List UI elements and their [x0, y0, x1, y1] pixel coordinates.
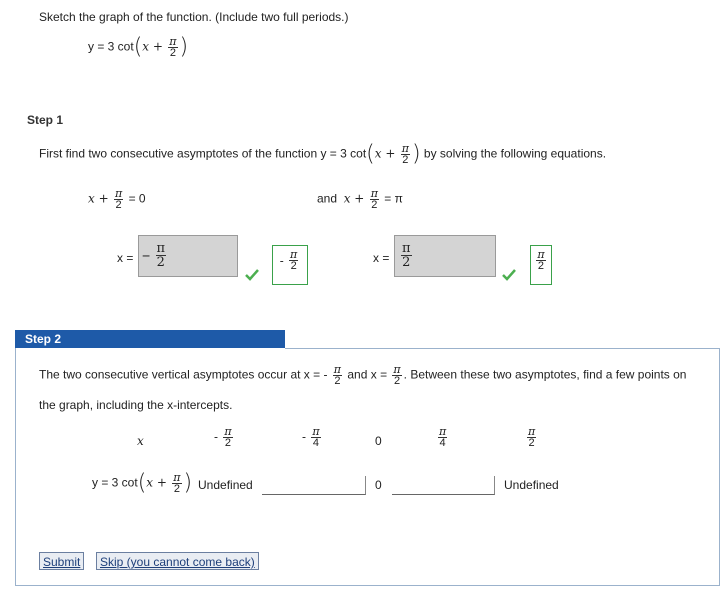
submit-button[interactable]: Submit — [39, 552, 84, 570]
step2-text-b: and x = — [347, 367, 388, 382]
x-value-sign: - — [214, 429, 218, 444]
function-lhs: y = 3 cot — [88, 39, 134, 54]
answer1-fraction: $\frac{\pi}{2}$ — [156, 241, 166, 270]
skip-button[interactable]: Skip (you cannot come back) — [96, 552, 259, 570]
eq1-lhs: x + — [88, 191, 109, 206]
step1-intro: First find two consecutive asymptotes of the function y = 3 cot(x + $\frac{\pi}{2}$ ) by solving the following equations. — [39, 141, 607, 167]
step2-pi-over-2: $\frac{\pi}{2}$ — [393, 363, 401, 387]
check-icon — [502, 269, 516, 281]
step1-pi-over-2: $\frac{\pi}{2}$ — [401, 142, 409, 166]
table-x-pi-over-2 — [525, 426, 538, 449]
step1-inner: x + — [374, 146, 396, 161]
check-icon — [245, 269, 259, 281]
pi-over-2-fraction: $\frac{\pi}{2}$ — [169, 35, 177, 59]
eq1-pi-over-2: $\frac{\pi}{2}$ — [114, 187, 123, 211]
x-value-sign: - — [302, 429, 306, 444]
table-y-input-pi-over-4[interactable] — [392, 476, 495, 495]
answer2-label: x = — [373, 251, 390, 265]
answer1-correct-box — [272, 245, 308, 285]
table-y-label: y = 3 cot(x + $\frac{\pi}{2}$ ) — [92, 470, 193, 496]
step2-heading: Step 2 — [15, 330, 285, 348]
y-label-text: y = 3 cot — [92, 475, 138, 490]
x-value-fraction: $\frac{\pi}{2}$ — [528, 425, 536, 449]
table-y-input-neg-pi-over-4[interactable] — [262, 476, 366, 495]
answer2-fraction: $\frac{\pi}{2}$ — [402, 241, 411, 270]
table-x-pi-over-4 — [436, 426, 449, 449]
equation-1 — [88, 188, 146, 211]
function-inner: x + — [142, 39, 163, 54]
answer1-correct-sign: - — [279, 253, 284, 268]
table-x-label: x — [137, 434, 144, 448]
eq1-rhs: = 0 — [128, 191, 146, 206]
y-label-inner: x + — [146, 475, 167, 490]
x-value-fraction: $\frac{\pi}{4}$ — [439, 425, 447, 449]
problem-instruction: Sketch the graph of the function. (Include two full periods.) — [39, 10, 349, 24]
answer2-correct-fraction: $\frac{\pi}{2}$ — [537, 248, 545, 272]
answer1-sign: − — [142, 247, 151, 264]
step2-text-a: The two consecutive vertical asymptotes occur at x = - — [39, 367, 328, 382]
step2-text — [39, 364, 686, 387]
y-label-pi-over-2: $\frac{\pi}{2}$ — [173, 471, 181, 495]
answer1-correct-fraction: $\frac{\pi}{2}$ — [290, 248, 298, 272]
table-x-neg-pi-over-4 — [302, 426, 323, 449]
problem-function: y = 3 cot(x + $\frac{\pi}{2}$ ) — [88, 34, 189, 60]
and-label: and — [317, 191, 338, 206]
step2-text-c: . Between these two asymptotes, find a few points on — [403, 367, 687, 382]
answer2-field[interactable] — [394, 235, 496, 277]
table-y-zero: 0 — [375, 478, 382, 492]
eq2-pi-over-2: $\frac{\pi}{2}$ — [370, 187, 378, 211]
answer1-label: x = — [117, 251, 134, 265]
step2-text-d: the graph, including the x-intercepts. — [39, 398, 233, 412]
eq2-rhs: = π — [384, 191, 403, 206]
step1-intro-tail: by solving the following equations. — [423, 146, 607, 161]
step1-intro-text: First find two consecutive asymptotes of the function y = 3 cot — [39, 146, 367, 161]
table-y-undefined-left: Undefined — [198, 478, 253, 492]
table-x-zero: 0 — [375, 434, 382, 448]
eq2-lhs: x + — [343, 191, 365, 206]
x-value-fraction: $\frac{\pi}{2}$ — [224, 425, 232, 449]
step1-heading: Step 1 — [27, 113, 64, 127]
x-value-fraction: $\frac{\pi}{4}$ — [312, 425, 320, 449]
equation-2 — [317, 188, 403, 211]
answer1-field[interactable] — [138, 235, 238, 277]
step2-neg-pi-over-2: $\frac{\pi}{2}$ — [333, 363, 342, 387]
table-y-undefined-right: Undefined — [504, 478, 559, 492]
answer2-correct-box — [530, 245, 552, 285]
table-x-neg-pi-over-2 — [214, 426, 235, 449]
